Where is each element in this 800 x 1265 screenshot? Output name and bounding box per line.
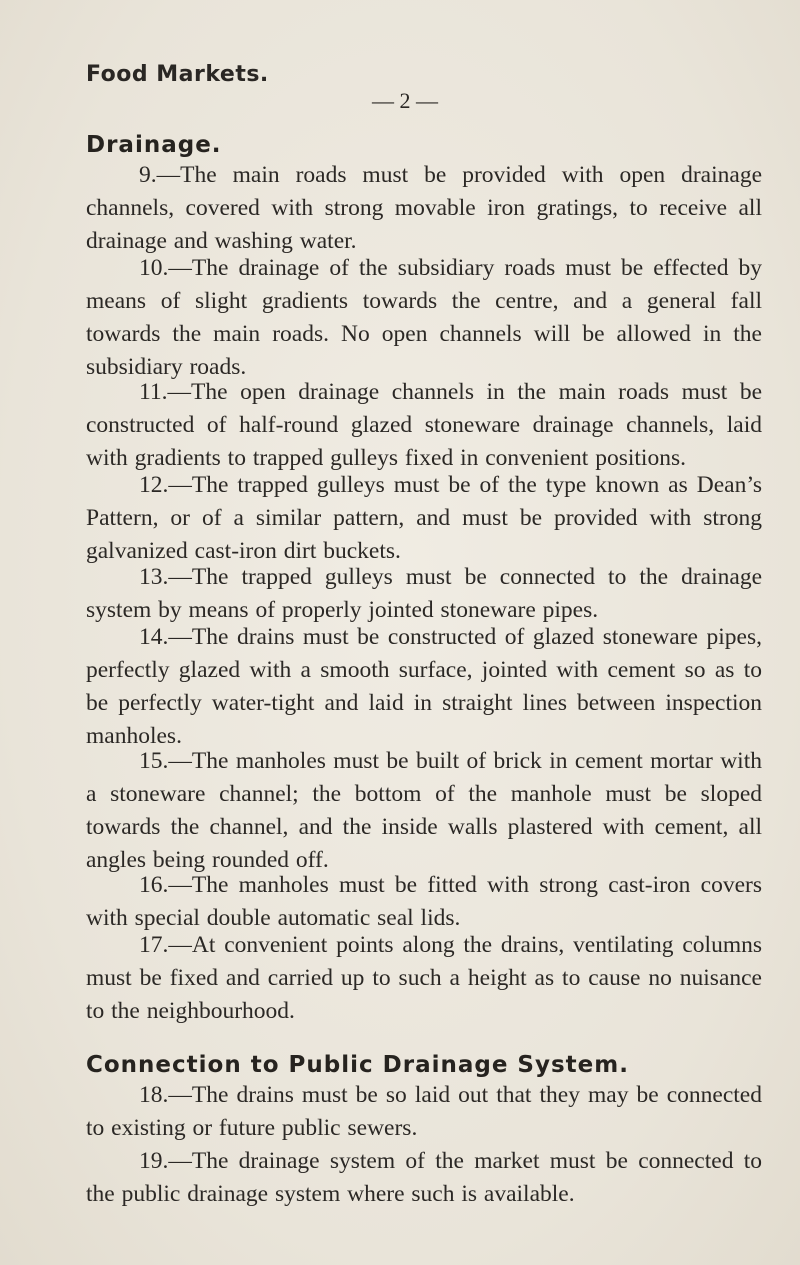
paragraph-16: 16.—The manholes must be fitted with strong cast-iron covers with special double automatic seal lids.: [86, 872, 762, 931]
paragraph-13: 13.—The trapped gulleys must be connected to the drainage system by means of properly jointed stoneware pipes.: [86, 564, 762, 623]
paragraph-9: 9.—The main roads must be provided with open drainage channels, covered with strong movable iron gratings, to receive all drainage and washing water.: [86, 162, 762, 254]
paragraph-10: 10.—The drainage of the subsidiary roads must be effected by means of slight gradients towards the centre, and a general fall towards the main roads. No open channels will be allowed in the subsidiary roads.: [86, 255, 762, 380]
running-head-title: Food Markets.: [86, 62, 269, 87]
page-number: — 2 —: [372, 88, 438, 113]
paragraph-11: 11.—The open drainage channels in the main roads must be constructed of half-round glazed stoneware drainage channels, laid with gradients to trapped gulleys fixed in convenient positions.: [86, 379, 762, 471]
paragraph-12: 12.—The trapped gulleys must be of the type known as Dean’s Pattern, or of a similar pattern, and must be provided with strong galvanized cast-iron dirt buckets.: [86, 472, 762, 564]
paragraph-17: 17.—At convenient points along the drains, ventilating columns must be fixed and carried up to such a height as to cause no nuisance to the neighbourhood.: [86, 932, 762, 1024]
paragraph-15: 15.—The manholes must be built of brick in cement mortar with a stoneware channel; the bottom of the manhole must be sloped towards the channel, and the inside walls plastered with cement, all angles being rounded off.: [86, 748, 762, 873]
paragraph-19: 19.—The drainage system of the market must be connected to the public drainage system where such is available.: [86, 1148, 762, 1207]
paragraph-18: 18.—The drains must be so laid out that they may be connected to existing or future public sewers.: [86, 1082, 762, 1141]
section-heading-connection: Connection to Public Drainage System.: [86, 1052, 629, 1078]
section-heading-drainage: Drainage.: [86, 132, 222, 158]
paragraph-14: 14.—The drains must be constructed of glazed stoneware pipes, perfectly glazed with a smooth surface, jointed with cement so as to be perfectly water-tight and laid in straight lines between inspection manholes.: [86, 624, 762, 749]
